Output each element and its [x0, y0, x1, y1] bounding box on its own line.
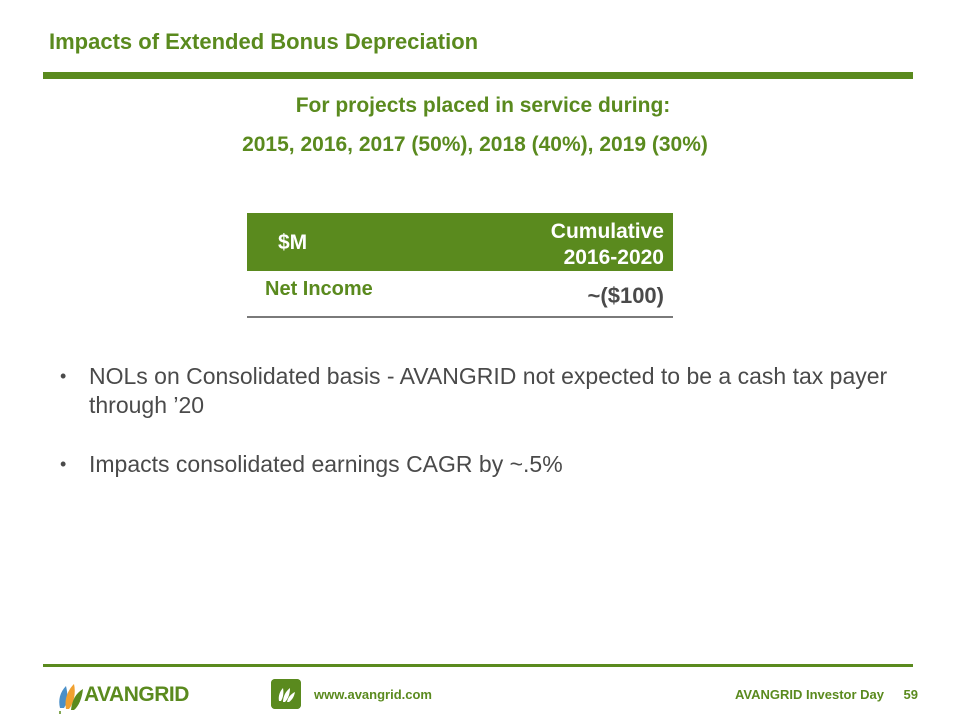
- bullet-text: Impacts consolidated earnings CAGR by ~.5%: [89, 451, 563, 477]
- subtitle-line-1: For projects placed in service during:: [295, 94, 671, 117]
- table-row-value: ~($100): [587, 282, 664, 308]
- table-header: [247, 213, 673, 271]
- table-row-label: Net Income: [265, 278, 373, 300]
- table-header-period-line2: 2016-2020: [563, 246, 664, 269]
- table-header-period-line1: Cumulative: [550, 220, 664, 243]
- title-divider: [43, 72, 913, 79]
- bullet-dot-icon: •: [60, 366, 67, 386]
- footer-logo-text: AVANGRID: [84, 683, 189, 706]
- bullet-item: [60, 450, 890, 479]
- slide-title: Impacts of Extended Bonus Depreciation: [49, 29, 479, 54]
- footer-event-name: AVANGRID Investor Day: [734, 687, 884, 702]
- bullet-text: NOLs on Consolidated basis - AVANGRID not expected to be a cash tax payer through ’20: [89, 363, 888, 418]
- table-header-units: $M: [278, 231, 308, 254]
- footer-url-link[interactable]: www.avangrid.com: [314, 687, 432, 702]
- bullet-list: [60, 362, 890, 509]
- bullet-item: [60, 362, 890, 420]
- subtitle-line-2: 2015, 2016, 2017 (50%), 2018 (40%), 2019 (30%): [242, 133, 708, 156]
- footer-divider: [43, 664, 913, 667]
- table-row: [247, 271, 673, 318]
- table-header-period: [427, 213, 673, 271]
- impact-table: [247, 213, 673, 318]
- bullet-dot-icon: •: [60, 454, 67, 474]
- leaf-badge-icon: [271, 679, 301, 709]
- page-number: 59: [903, 687, 918, 702]
